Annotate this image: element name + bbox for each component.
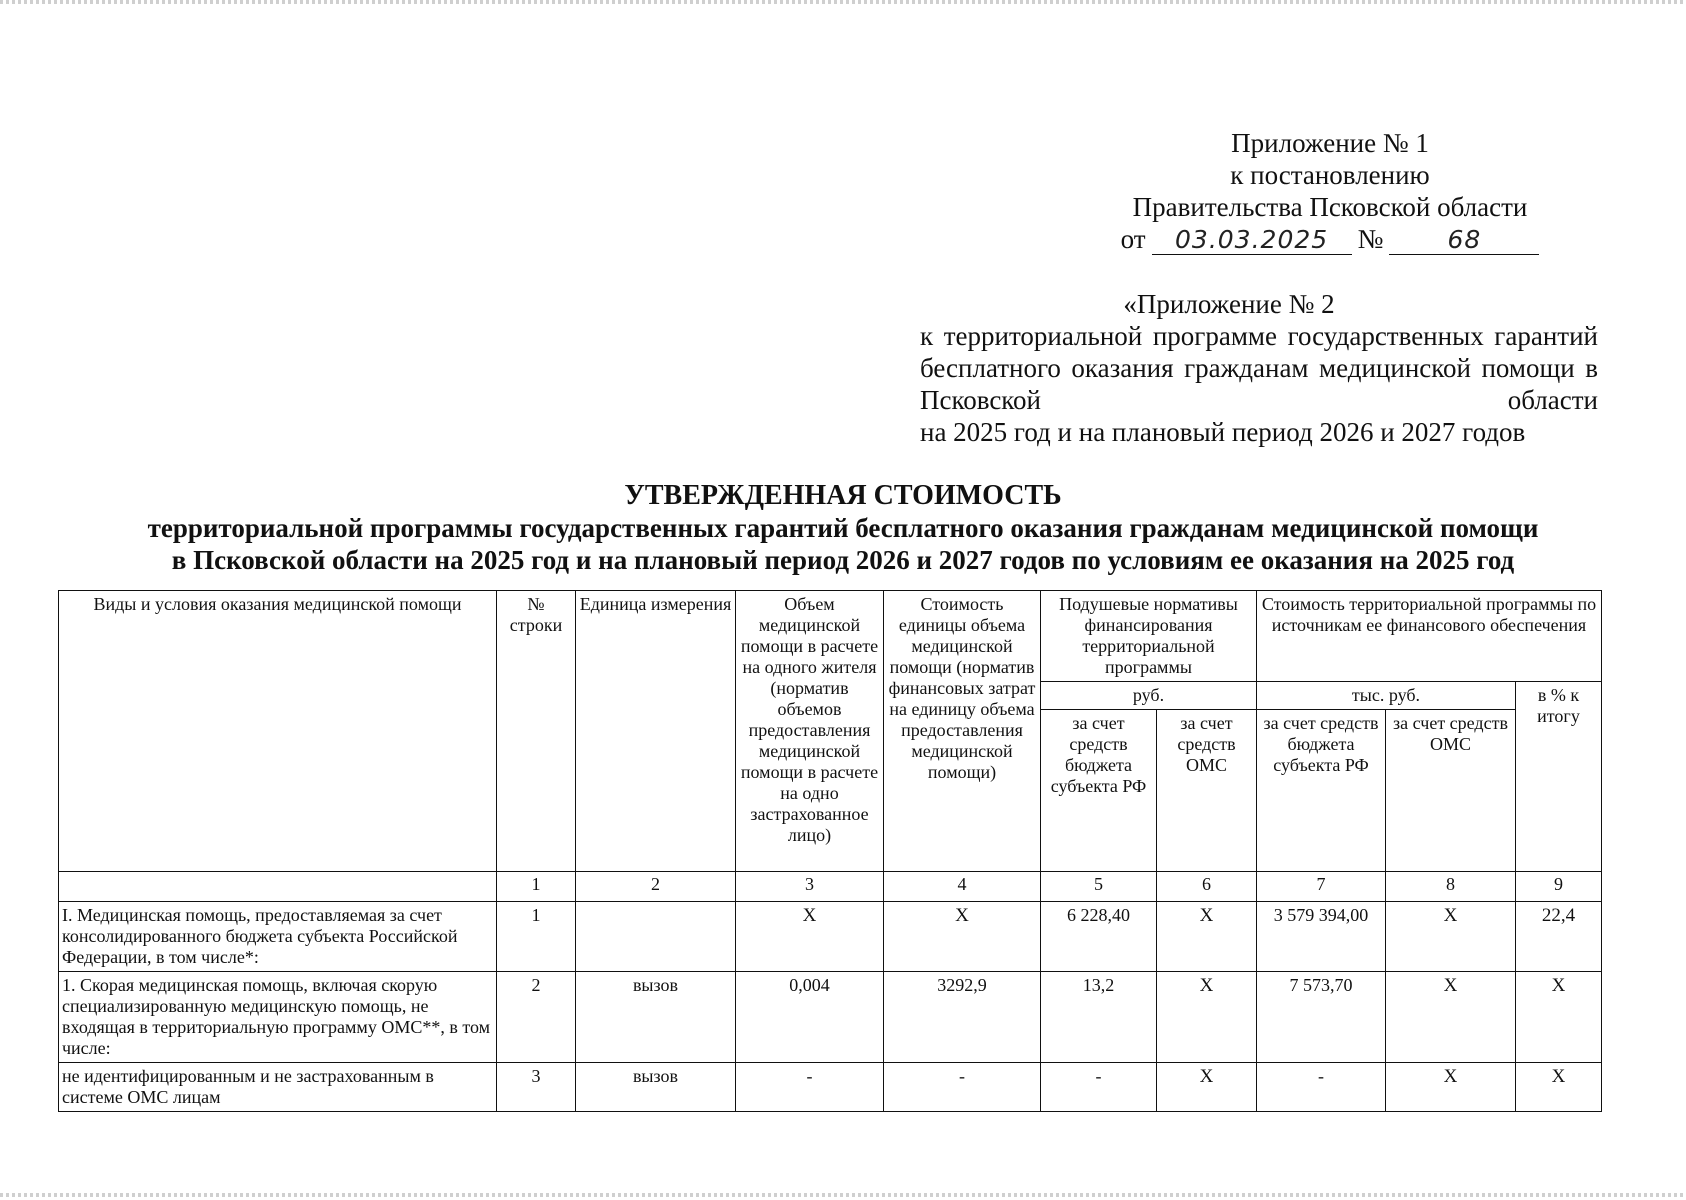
cell-percent: X bbox=[1516, 972, 1602, 1063]
col-num: 3 bbox=[736, 872, 884, 902]
appendix-2-body bbox=[920, 320, 1598, 448]
header-cost: Стоимость единицы объема медицинской помощи (норматив финансовых затрат на единицу объема предоставления медицинской помощи) bbox=[884, 591, 1041, 872]
header-volume: Объем медицинской помощи в расчете на одного жителя (норматив объемов предоставления медицинской помощи в расчете на одно застрахованное лицо) bbox=[736, 591, 884, 872]
col-num: 5 bbox=[1041, 872, 1157, 902]
col-num: 6 bbox=[1157, 872, 1257, 902]
decree-number-handwritten: 68 bbox=[1389, 226, 1539, 255]
cell-per-capita-budget: 6 228,40 bbox=[1041, 902, 1157, 972]
appendix-2-title: «Приложение № 2 bbox=[1123, 289, 1335, 319]
column-number-row bbox=[59, 872, 1602, 902]
header-rub: руб. bbox=[1041, 682, 1257, 710]
appendix-1-header bbox=[1100, 127, 1560, 255]
number-prefix: № bbox=[1357, 224, 1384, 254]
cell-unit: вызов bbox=[576, 1063, 736, 1112]
cell-unit bbox=[576, 902, 736, 972]
appendix-2-header bbox=[920, 288, 1598, 448]
scan-top-edge bbox=[0, 0, 1686, 4]
cell-row-no: 3 bbox=[497, 1063, 576, 1112]
header-kind: Виды и условия оказания медицинской помощи bbox=[59, 591, 497, 872]
cell-volume: 0,004 bbox=[736, 972, 884, 1063]
header-budget-rf-thous: за счет средств бюджета субъекта РФ bbox=[1257, 710, 1386, 872]
cell-total-oms: X bbox=[1386, 902, 1516, 972]
appendix-1-authority: Правительства Псковской области bbox=[1132, 192, 1528, 222]
cost-table bbox=[58, 590, 1602, 1112]
cell-per-capita-budget: 13,2 bbox=[1041, 972, 1157, 1063]
cell-volume: X bbox=[736, 902, 884, 972]
table-row bbox=[59, 902, 1602, 972]
col-num: 7 bbox=[1257, 872, 1386, 902]
col-num bbox=[59, 872, 497, 902]
table-row bbox=[59, 1063, 1602, 1112]
cell-per-capita-oms: X bbox=[1157, 1063, 1257, 1112]
appendix-1-title: Приложение № 1 bbox=[1231, 128, 1429, 158]
title-sub-2: в Псковской области на 2025 год и на плановый период 2026 и 2027 годов по условиям ее оказания на 2025 год bbox=[171, 545, 1515, 575]
header-thous-rub: тыс. руб. bbox=[1257, 682, 1516, 710]
header-budget-rf-rub: за счет средств бюджета субъекта РФ bbox=[1041, 710, 1157, 872]
title-sub-1: территориальной программы государственных гарантий бесплатного оказания гражданам медицинской помощи bbox=[147, 513, 1539, 543]
cell-per-capita-oms: X bbox=[1157, 972, 1257, 1063]
col-num: 2 bbox=[576, 872, 736, 902]
cell-per-capita-budget: - bbox=[1041, 1063, 1157, 1112]
cell-cost: 3292,9 bbox=[884, 972, 1041, 1063]
cell-cost: - bbox=[884, 1063, 1041, 1112]
cell-cost: X bbox=[884, 902, 1041, 972]
date-prefix: от bbox=[1120, 224, 1146, 254]
cell-unit: вызов bbox=[576, 972, 736, 1063]
header-per-capita: Подушевые нормативы финансирования территориальной программы bbox=[1041, 591, 1257, 682]
appendix-2-body-last: на 2025 год и на плановый период 2026 и 2027 годов bbox=[920, 417, 1526, 447]
header-row-1 bbox=[59, 591, 1602, 682]
header-unit: Единица измерения bbox=[576, 591, 736, 872]
cell-per-capita-oms: X bbox=[1157, 902, 1257, 972]
header-percent: в % к итогу bbox=[1516, 682, 1602, 872]
cell-row-no: 1 bbox=[497, 902, 576, 972]
col-num: 1 bbox=[497, 872, 576, 902]
cell-total-oms: X bbox=[1386, 972, 1516, 1063]
cell-percent: 22,4 bbox=[1516, 902, 1602, 972]
header-oms-thous: за счет средств ОМС bbox=[1386, 710, 1516, 872]
decree-date-line bbox=[1100, 223, 1560, 255]
row-title: не идентифицированным и не застрахованным в системе ОМС лицам bbox=[59, 1063, 497, 1112]
scan-bottom-edge bbox=[0, 1193, 1686, 1197]
cell-percent: X bbox=[1516, 1063, 1602, 1112]
appendix-2-body-text: к территориальной программе государственных гарантий бесплатного оказания гражданам медицинской помощи в Псковской области bbox=[920, 321, 1598, 415]
table-row bbox=[59, 972, 1602, 1063]
cell-total-oms: X bbox=[1386, 1063, 1516, 1112]
col-num: 9 bbox=[1516, 872, 1602, 902]
row-title: 1. Скорая медицинская помощь, включая скорую специализированную медицинскую помощь, не входящая в территориальную программу ОМС**, в том числе: bbox=[59, 972, 497, 1063]
col-num: 8 bbox=[1386, 872, 1516, 902]
cell-total-budget: 3 579 394,00 bbox=[1257, 902, 1386, 972]
cell-total-budget: 7 573,70 bbox=[1257, 972, 1386, 1063]
cell-row-no: 2 bbox=[497, 972, 576, 1063]
header-oms-rub: за счет средств ОМС bbox=[1157, 710, 1257, 872]
title-main: УТВЕРЖДЕННАЯ СТОИМОСТЬ bbox=[624, 480, 1062, 511]
appendix-1-ref: к постановлению bbox=[1230, 160, 1430, 190]
document-title bbox=[40, 480, 1646, 576]
cell-total-budget: - bbox=[1257, 1063, 1386, 1112]
row-title: I. Медицинская помощь, предоставляемая за счет консолидированного бюджета субъекта Российской Федерации, в том числе*: bbox=[59, 902, 497, 972]
decree-date-handwritten: 03.03.2025 bbox=[1152, 226, 1352, 255]
header-program-cost: Стоимость территориальной программы по источникам ее финансового обеспечения bbox=[1257, 591, 1602, 682]
header-row-no: № строки bbox=[497, 591, 576, 872]
cell-volume: - bbox=[736, 1063, 884, 1112]
col-num: 4 bbox=[884, 872, 1041, 902]
